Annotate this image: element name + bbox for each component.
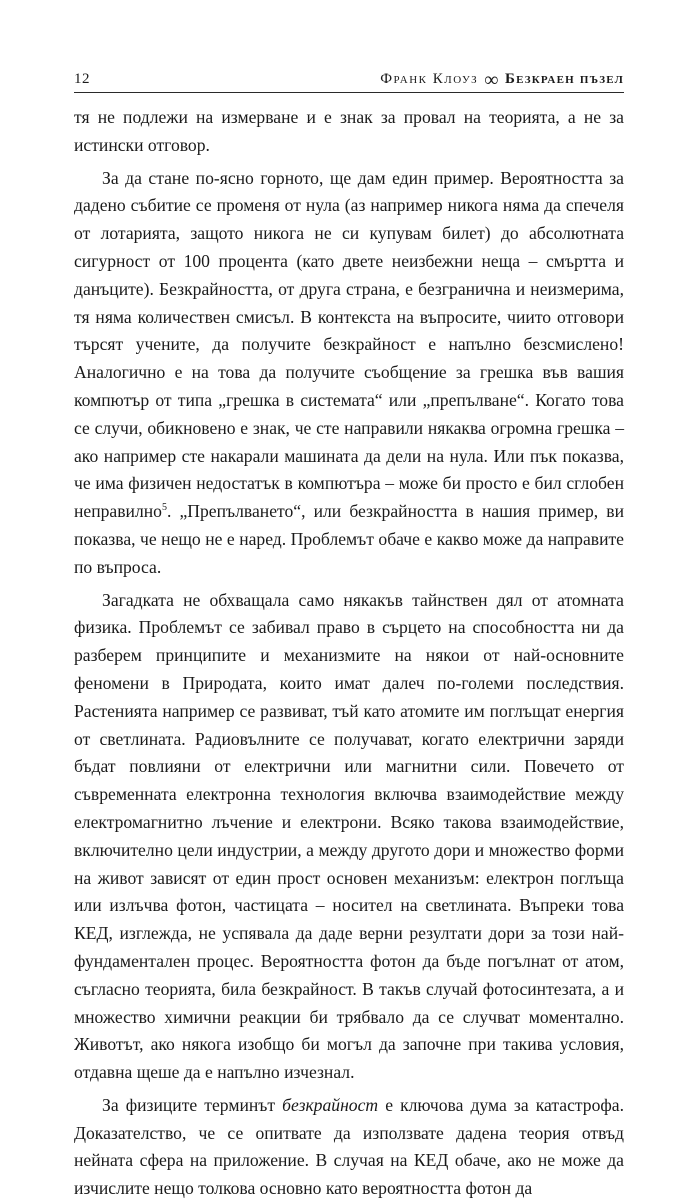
paragraph-text: тя не подлежи на измерване и е знак за провал на теорията, а не за истински отговор. xyxy=(74,107,624,155)
footnote-marker: 5 xyxy=(161,502,167,514)
paragraph-text: Загадката не обхващала само някакъв тайнствен дял от атомната физика. Проблемът се забивал право в сърцето на способността ни да разберем принципите и механизмите на някои от най-основните феномени в Природата, които имат далеч по-големи последствия. Растенията например се развиват, тъй като атомите им поглъщат енергия от светлината. Радиовълните се получават, когато електрични заряди бъдат повлияни от електрични или магнитни сили. Повечето от съвременната електронна технология включва взаимодействие между електромагнитно лъчение и електрони. Всяко такова взаимодействие, включително цели индустрии, а между другото дори и множество форми на живот зависят от един прост основен механизъм: електрон поглъща или излъчва фотон, частицата – носител на светлината. Въпреки това КЕД, изглежда, не успявала да даде верни резултати дори за този най-фундаментален процес. Вероятността фотон да бъде погълнат от атом, съгласно теорията, била безкрайност. В такъв случай фотосинтезата, а и множество химични реакции би трябвало да се случват моментално. Животът, ако някога изобщо би могъл да започне при такива условия, отдавна щеше да е напълно изчезнал. xyxy=(74,589,624,1083)
paragraph-text: е ключова дума за катастрофа. Доказателство, че се опитвате да използвате дадена теория отвъд нейната сфера на приложение. В случая на КЕД обаче, ако не може да изчислите нещо толкова основно като вероятността фотон да xyxy=(74,1094,624,1199)
paragraph-4 xyxy=(74,1092,624,1203)
paragraph-text-lead: За физиците терминът xyxy=(102,1094,283,1115)
page-number: 12 xyxy=(74,71,90,87)
running-header xyxy=(74,62,624,93)
paragraph-text: За да стане по-ясно горното, ще дам един пример. Вероятността за дадено събитие се променя от нула (аз например никога няма да спечеля от лотарията, защото никога не си купувам билет) до абсолютната сигурност от 100 процента (като двете неизбежни неща – смъртта и данъците). Безкрайността, от друга страна, е безгранична и неизмерима, тя няма количествен смисъл. В контекста на въпросите, чиито отговори търсят учените, да получите безкрайност е напълно безсмислено! Аналогично е на това да получите съобщение за грешка във вашия компютър от типа „грешка в системата“ или „препълване“. Когато това се случи, обикновено е знак, че сте направили някаква огромна грешка – ако например сте накарали машината да дели на нула. Или пък показва, че има физичен недостатък в компютъра – може би просто е бил сглобен неправилно xyxy=(74,167,624,522)
infinity-separator-icon: ∞ xyxy=(484,69,499,91)
paragraph-1 xyxy=(74,104,624,160)
header-book-title: Безкраен пъзел xyxy=(504,71,624,87)
header-author: Франк Клоуз xyxy=(380,71,479,87)
paragraph-2 xyxy=(74,165,624,582)
header-right xyxy=(380,69,624,91)
paragraph-text-continued: . „Препълването“, или безкрайността в нашия пример, ви показва, че нещо не е наред. Проблемът обаче е какво може да направите по въпроса. xyxy=(74,501,624,577)
paragraph-3 xyxy=(74,587,624,1087)
page-body xyxy=(74,104,624,1203)
emphasized-term: безкрайност xyxy=(282,1094,379,1115)
